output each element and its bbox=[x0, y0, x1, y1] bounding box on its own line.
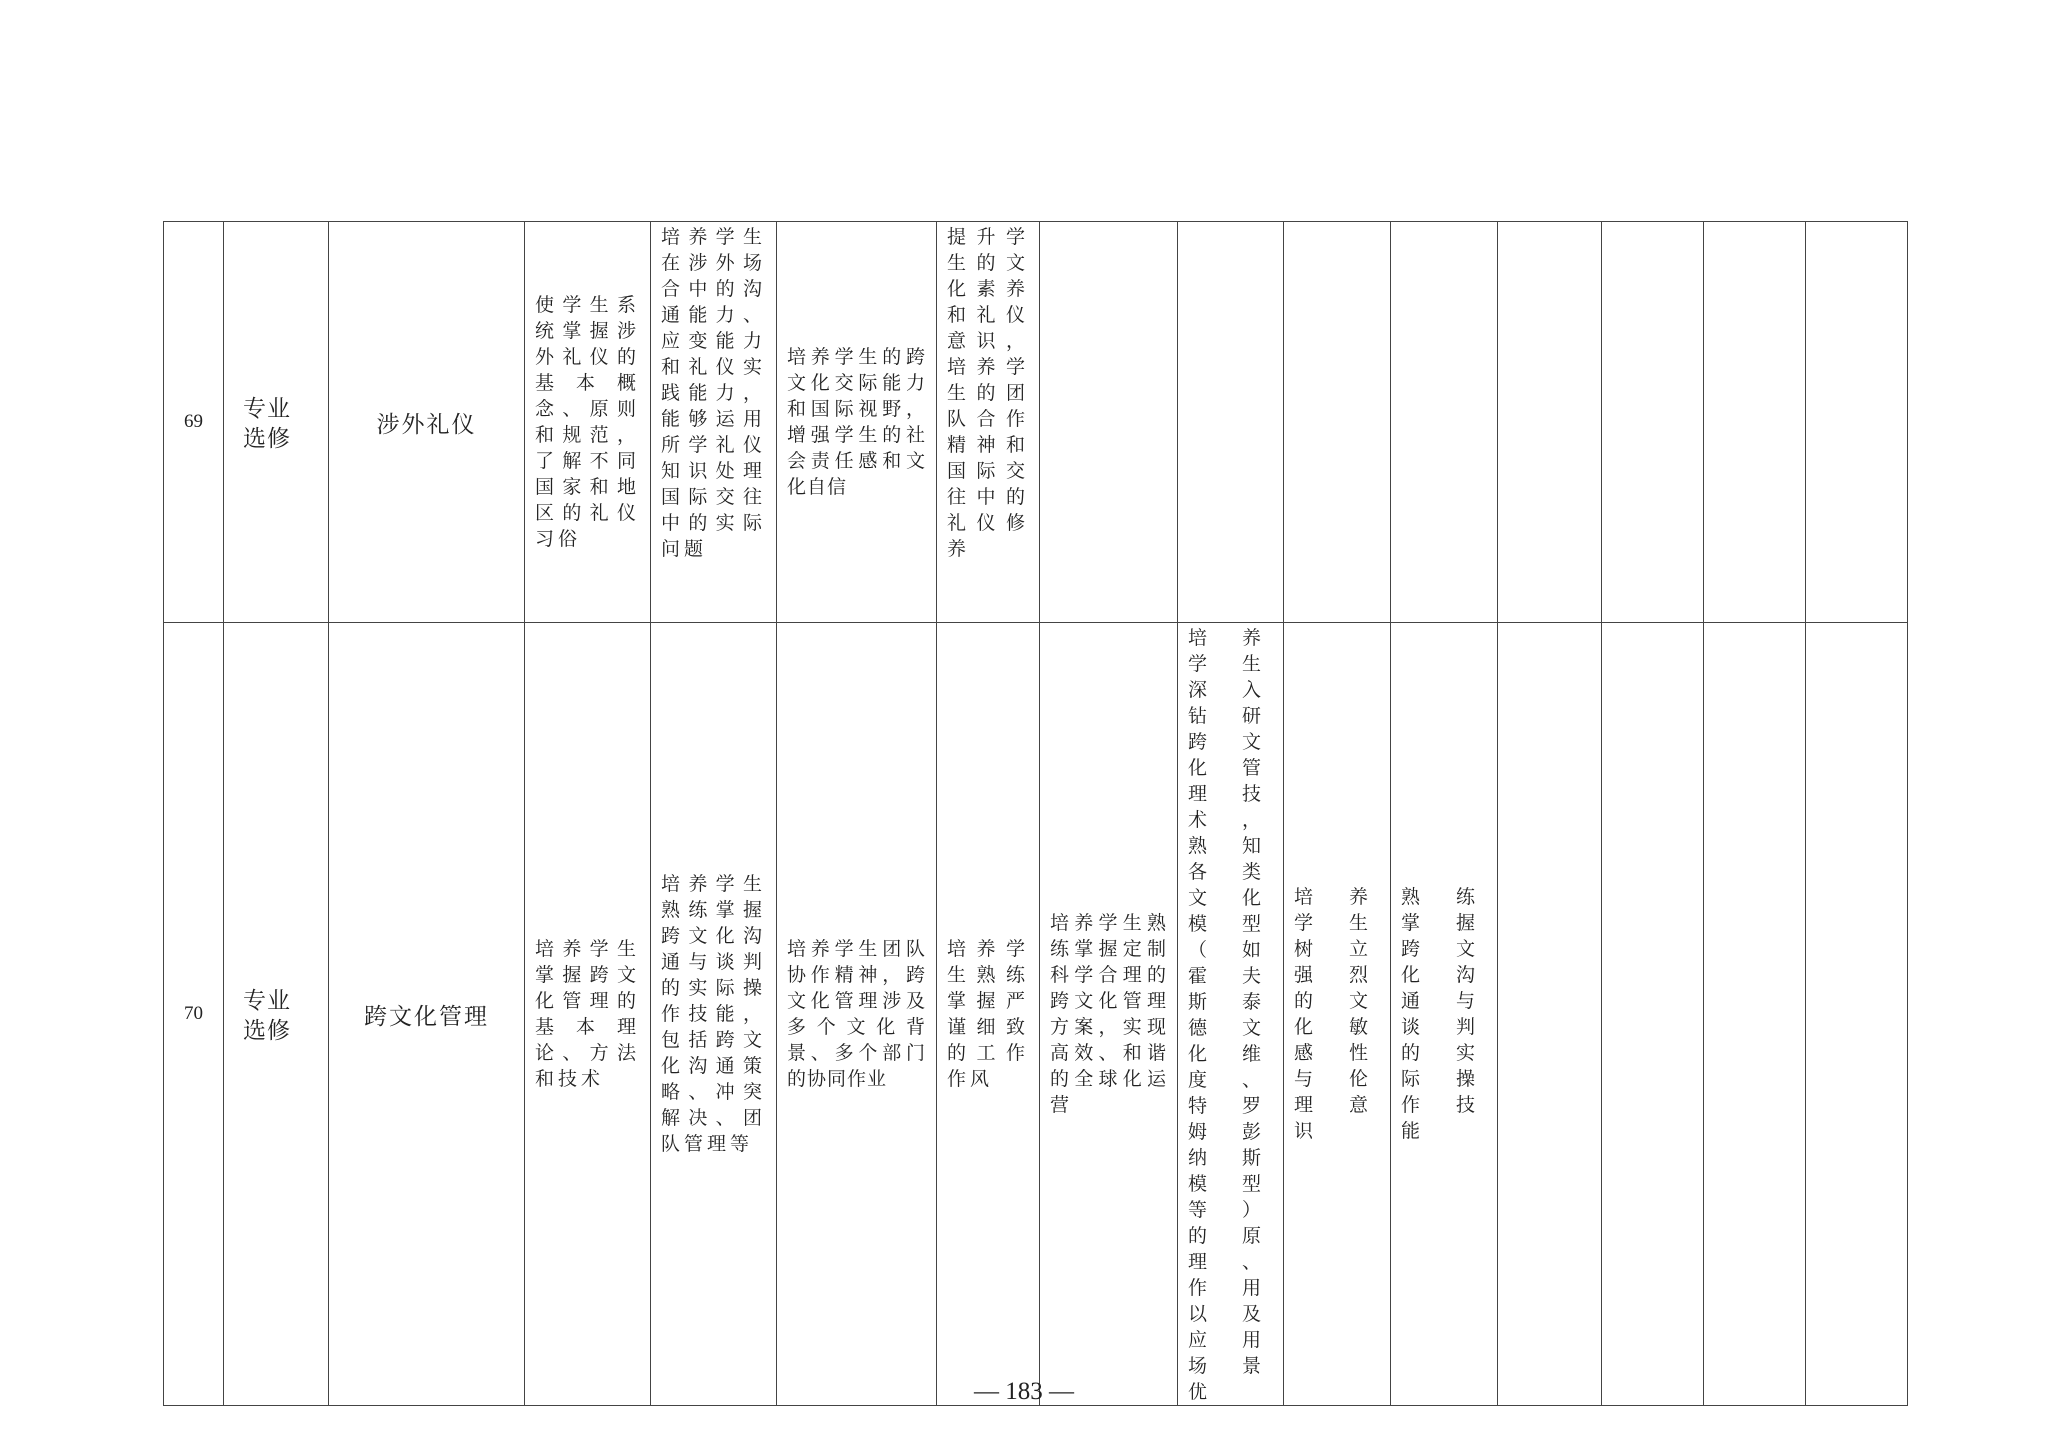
empty-cell bbox=[1602, 623, 1704, 1406]
course-type-cell bbox=[224, 222, 329, 623]
goal-text: 熟练掌握跨文化沟通与谈判的实际操作技能 bbox=[1401, 886, 1487, 1142]
goal-cell bbox=[1391, 623, 1498, 1406]
empty-cell bbox=[1806, 222, 1908, 623]
literacy-goal-cell bbox=[937, 222, 1040, 623]
ability-goal-cell bbox=[651, 222, 777, 623]
row-number: 69 bbox=[164, 222, 224, 623]
goal-text: 培养学生树立强烈的文化敏感性与伦理意识 bbox=[1294, 886, 1380, 1142]
goal-cell bbox=[1391, 222, 1498, 623]
course-name: 涉外礼仪 bbox=[329, 222, 525, 623]
quality-goal-cell bbox=[777, 623, 937, 1406]
ability-goal-cell bbox=[651, 623, 777, 1406]
course-type: 专业选修 bbox=[243, 396, 291, 452]
empty-cell bbox=[1498, 222, 1602, 623]
page-number: — 183 — bbox=[974, 1378, 1074, 1405]
row-number: 70 bbox=[164, 623, 224, 1406]
knowledge-goal: 使学生系统掌握涉外礼仪的基本概念、原则和规范，了解不同国家和地区的礼仪习俗 bbox=[535, 294, 640, 550]
ability-goal: 培养学生熟练掌握跨文化沟通与谈判的实际操作技能，包括跨文化沟通策略、冲突解决、团队管理等 bbox=[661, 873, 766, 1155]
empty-cell bbox=[1806, 623, 1908, 1406]
literacy-goal: 培养学生熟练掌握严谨细致的工作作风 bbox=[947, 938, 1029, 1090]
course-type: 专业选修 bbox=[243, 988, 291, 1044]
curriculum-table bbox=[163, 221, 1908, 1406]
knowledge-goal-cell bbox=[525, 222, 651, 623]
course-name: 跨文化管理 bbox=[329, 623, 525, 1406]
goal-text: 培养学生熟练掌握定制科学合理的跨文化管理方案，实现高效、和谐的全球化运营 bbox=[1050, 912, 1167, 1116]
ability-goal: 培养学生在涉外场合中的沟通能力、应变能力和礼仪实践能力，能够运用所学礼仪知识处理国际交往中的实际问题 bbox=[661, 226, 766, 560]
empty-cell bbox=[1704, 222, 1806, 623]
goal-cell bbox=[1284, 222, 1391, 623]
table-row bbox=[164, 222, 1908, 623]
quality-goal: 培养学生的跨文化交际能力和国际视野，增强学生的社会责任感和文化自信 bbox=[787, 346, 926, 498]
course-type-cell bbox=[224, 623, 329, 1406]
quality-goal-cell bbox=[777, 222, 937, 623]
knowledge-goal-cell bbox=[525, 623, 651, 1406]
goal-cell bbox=[1284, 623, 1391, 1406]
goal-cell bbox=[1040, 222, 1178, 623]
table-row bbox=[164, 623, 1908, 1406]
goal-cell bbox=[1040, 623, 1178, 1406]
quality-goal: 培养学生团队协作精神，跨文化管理涉及多个文化背景、多个部门的协同作业 bbox=[787, 938, 926, 1090]
literacy-goal: 提升学生的文化素养和礼仪意识，培养学生的团队合作精神和国际交往中的礼仪修养 bbox=[947, 226, 1029, 560]
empty-cell bbox=[1602, 222, 1704, 623]
knowledge-goal: 培养学生掌握跨文化管理的基本理论、方法和技术 bbox=[535, 938, 640, 1090]
literacy-goal-cell bbox=[937, 623, 1040, 1406]
empty-cell bbox=[1704, 623, 1806, 1406]
goal-cell bbox=[1178, 623, 1284, 1406]
goal-cell bbox=[1178, 222, 1284, 623]
empty-cell bbox=[1498, 623, 1602, 1406]
goal-text: 培养学生深入钻研跨文化管理技术，熟知各类文化模型（如霍夫斯泰德文化维度、特罗姆彭纳斯模型等）的原理、作用以及应用场景优 bbox=[1188, 627, 1273, 1403]
